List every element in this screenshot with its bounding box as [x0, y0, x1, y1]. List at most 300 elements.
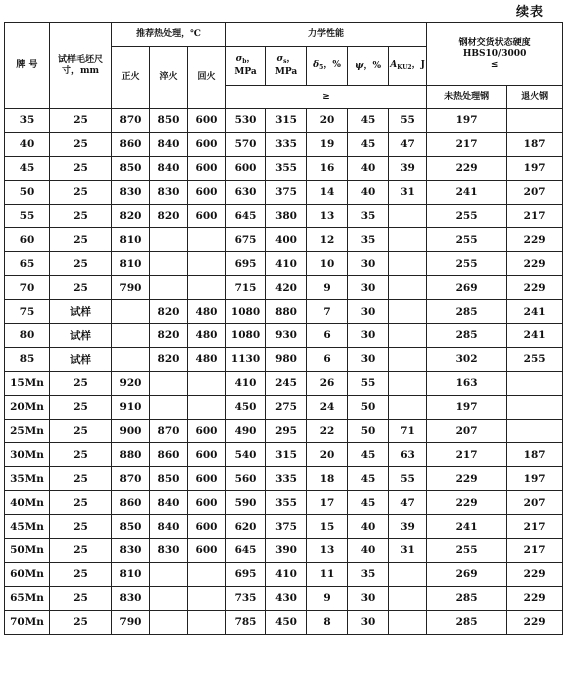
cell-tensile-strength: 645: [226, 204, 266, 228]
cell-normalizing: 860: [112, 132, 150, 156]
table-row: [5, 371, 563, 395]
cell-quenching: 830: [150, 180, 188, 204]
col-tensile-strength: $\sigma_b$，MPa: [226, 47, 266, 86]
cell-blank-size: 25: [50, 491, 112, 515]
cell-grade: 45Mn: [5, 515, 50, 539]
cell-normalizing: 810: [112, 228, 150, 252]
col-tempering: 回火: [188, 47, 226, 109]
cell-hardness-annealed: [507, 371, 563, 395]
cell-impact-energy: 39: [389, 156, 427, 180]
col-quenching: 淬火: [150, 47, 188, 109]
cell-yield-strength: 400: [266, 228, 307, 252]
cell-grade: 45: [5, 156, 50, 180]
cell-normalizing: 900: [112, 419, 150, 443]
cell-tensile-strength: 450: [226, 395, 266, 419]
col-heat-treatment: 推荐热处理，℃: [112, 23, 226, 47]
cell-grade: 50: [5, 180, 50, 204]
cell-reduction-of-area: 35: [348, 562, 389, 586]
cell-grade: 20Mn: [5, 395, 50, 419]
cell-tempering: 600: [188, 515, 226, 539]
table-row: [5, 204, 563, 228]
cell-blank-size: 25: [50, 395, 112, 419]
cell-reduction-of-area: 30: [348, 252, 389, 276]
cell-tempering: 600: [188, 419, 226, 443]
cell-grade: 35: [5, 109, 50, 133]
hardness-max-symbol: ≤: [490, 59, 499, 70]
cell-normalizing: 850: [112, 156, 150, 180]
cell-elongation: 12: [307, 228, 348, 252]
cell-hardness-untreated: 241: [427, 515, 507, 539]
cell-grade: 65Mn: [5, 586, 50, 610]
cell-yield-strength: 295: [266, 419, 307, 443]
cell-impact-energy: 47: [389, 132, 427, 156]
cell-yield-strength: 380: [266, 204, 307, 228]
cell-hardness-annealed: 217: [507, 204, 563, 228]
cell-hardness-untreated: 285: [427, 324, 507, 348]
cell-tempering: [188, 228, 226, 252]
cell-hardness-untreated: 285: [427, 300, 507, 324]
cell-blank-size: 25: [50, 419, 112, 443]
cell-elongation: 6: [307, 324, 348, 348]
table-row: [5, 132, 563, 156]
cell-tempering: [188, 610, 226, 634]
cell-hardness-annealed: 207: [507, 491, 563, 515]
cell-tensile-strength: 490: [226, 419, 266, 443]
cell-hardness-annealed: 207: [507, 180, 563, 204]
cell-hardness-annealed: 187: [507, 443, 563, 467]
cell-hardness-untreated: 255: [427, 539, 507, 563]
cell-tempering: [188, 562, 226, 586]
table-row: [5, 252, 563, 276]
cell-blank-size: 25: [50, 539, 112, 563]
cell-blank-size: 25: [50, 562, 112, 586]
cell-reduction-of-area: 30: [348, 324, 389, 348]
cell-grade: 65: [5, 252, 50, 276]
cell-blank-size: 25: [50, 515, 112, 539]
cell-impact-energy: [389, 252, 427, 276]
cell-tempering: [188, 371, 226, 395]
cell-impact-energy: 55: [389, 467, 427, 491]
cell-yield-strength: 335: [266, 467, 307, 491]
col-blank-size: 试样毛坯尺寸，mm: [50, 23, 112, 109]
cell-normalizing: 830: [112, 180, 150, 204]
cell-tensile-strength: 540: [226, 443, 266, 467]
cell-tensile-strength: 560: [226, 467, 266, 491]
cell-impact-energy: [389, 610, 427, 634]
cell-normalizing: [112, 300, 150, 324]
cell-blank-size: 25: [50, 156, 112, 180]
cell-hardness-annealed: 229: [507, 228, 563, 252]
col-normalizing: 正火: [112, 47, 150, 109]
col-elongation: $\delta_5$，%: [307, 47, 348, 86]
cell-yield-strength: 430: [266, 586, 307, 610]
cell-quenching: [150, 252, 188, 276]
cell-grade: 70Mn: [5, 610, 50, 634]
cell-quenching: 840: [150, 156, 188, 180]
cell-normalizing: 810: [112, 562, 150, 586]
cell-grade: 70: [5, 276, 50, 300]
col-annealed-steel: 退火钢: [507, 86, 563, 109]
col-yield-strength: $\sigma_s$，MPa: [266, 47, 307, 86]
cell-impact-energy: 63: [389, 443, 427, 467]
cell-grade: 60: [5, 228, 50, 252]
cell-hardness-annealed: 229: [507, 586, 563, 610]
cell-quenching: [150, 395, 188, 419]
cell-reduction-of-area: 30: [348, 586, 389, 610]
cell-normalizing: 810: [112, 252, 150, 276]
cell-hardness-untreated: 217: [427, 132, 507, 156]
cell-elongation: 9: [307, 586, 348, 610]
cell-blank-size: 25: [50, 109, 112, 133]
cell-elongation: 6: [307, 347, 348, 371]
cell-normalizing: 820: [112, 204, 150, 228]
cell-elongation: 13: [307, 539, 348, 563]
cell-quenching: 840: [150, 491, 188, 515]
table-row: [5, 180, 563, 204]
cell-tempering: 480: [188, 300, 226, 324]
cell-blank-size: 25: [50, 610, 112, 634]
cell-normalizing: 880: [112, 443, 150, 467]
cell-reduction-of-area: 40: [348, 539, 389, 563]
cell-quenching: 820: [150, 347, 188, 371]
cell-hardness-untreated: 197: [427, 395, 507, 419]
cell-grade: 60Mn: [5, 562, 50, 586]
cell-yield-strength: 450: [266, 610, 307, 634]
cell-impact-energy: [389, 371, 427, 395]
cell-reduction-of-area: 30: [348, 300, 389, 324]
hardness-scale: HBS10/3000: [462, 48, 527, 59]
cell-impact-energy: 39: [389, 515, 427, 539]
cell-hardness-untreated: 285: [427, 586, 507, 610]
table-row: [5, 300, 563, 324]
cell-elongation: 9: [307, 276, 348, 300]
table-row: [5, 276, 563, 300]
cell-quenching: [150, 586, 188, 610]
cell-hardness-untreated: 302: [427, 347, 507, 371]
cell-impact-energy: 31: [389, 539, 427, 563]
cell-tempering: 480: [188, 324, 226, 348]
table-row: [5, 491, 563, 515]
cell-quenching: 870: [150, 419, 188, 443]
cell-tensile-strength: 675: [226, 228, 266, 252]
cell-yield-strength: 245: [266, 371, 307, 395]
cell-hardness-untreated: 255: [427, 204, 507, 228]
cell-impact-energy: [389, 300, 427, 324]
cell-reduction-of-area: 45: [348, 443, 389, 467]
cell-tempering: 600: [188, 109, 226, 133]
cell-tensile-strength: 600: [226, 156, 266, 180]
cell-tempering: [188, 252, 226, 276]
cell-grade: 15Mn: [5, 371, 50, 395]
cell-grade: 40: [5, 132, 50, 156]
cell-quenching: 820: [150, 300, 188, 324]
cell-hardness-untreated: 285: [427, 610, 507, 634]
cell-grade: 40Mn: [5, 491, 50, 515]
table-row: [5, 586, 563, 610]
cell-grade: 35Mn: [5, 467, 50, 491]
cell-tensile-strength: 715: [226, 276, 266, 300]
cell-yield-strength: 880: [266, 300, 307, 324]
cell-blank-size: 25: [50, 252, 112, 276]
cell-reduction-of-area: 40: [348, 180, 389, 204]
col-grade: 牌 号: [5, 23, 50, 109]
cell-hardness-annealed: 197: [507, 467, 563, 491]
cell-quenching: 840: [150, 132, 188, 156]
cell-blank-size: 25: [50, 443, 112, 467]
cell-tempering: 600: [188, 467, 226, 491]
cell-yield-strength: 315: [266, 443, 307, 467]
cell-normalizing: 860: [112, 491, 150, 515]
cell-elongation: 20: [307, 109, 348, 133]
cell-hardness-annealed: 197: [507, 156, 563, 180]
cell-blank-size: 25: [50, 586, 112, 610]
cell-hardness-annealed: 217: [507, 515, 563, 539]
cell-yield-strength: 355: [266, 491, 307, 515]
cell-impact-energy: [389, 562, 427, 586]
cell-impact-energy: 31: [389, 180, 427, 204]
cell-grade: 25Mn: [5, 419, 50, 443]
cell-reduction-of-area: 45: [348, 132, 389, 156]
cell-tensile-strength: 735: [226, 586, 266, 610]
cell-hardness-annealed: 241: [507, 300, 563, 324]
cell-tensile-strength: 570: [226, 132, 266, 156]
cell-tempering: 600: [188, 156, 226, 180]
cell-tempering: 600: [188, 491, 226, 515]
cell-hardness-untreated: 217: [427, 443, 507, 467]
cell-blank-size: 25: [50, 180, 112, 204]
cell-yield-strength: 980: [266, 347, 307, 371]
mechanical-min-symbol: ≥: [226, 86, 427, 109]
col-hardness: [427, 23, 563, 86]
cell-tensile-strength: 645: [226, 539, 266, 563]
cell-yield-strength: 375: [266, 180, 307, 204]
cell-grade: 30Mn: [5, 443, 50, 467]
cell-hardness-untreated: 229: [427, 491, 507, 515]
cell-tensile-strength: 590: [226, 491, 266, 515]
cell-reduction-of-area: 30: [348, 347, 389, 371]
cell-hardness-untreated: 197: [427, 109, 507, 133]
cell-reduction-of-area: 45: [348, 491, 389, 515]
table-row: [5, 610, 563, 634]
table-row: [5, 419, 563, 443]
cell-tempering: [188, 276, 226, 300]
cell-hardness-untreated: 269: [427, 276, 507, 300]
cell-elongation: 18: [307, 467, 348, 491]
cell-tempering: 600: [188, 180, 226, 204]
cell-blank-size: 25: [50, 132, 112, 156]
cell-tensile-strength: 630: [226, 180, 266, 204]
cell-grade: 75: [5, 300, 50, 324]
cell-impact-energy: 47: [389, 491, 427, 515]
cell-elongation: 15: [307, 515, 348, 539]
cell-reduction-of-area: 45: [348, 467, 389, 491]
cell-quenching: [150, 276, 188, 300]
cell-normalizing: 830: [112, 539, 150, 563]
cell-tempering: 480: [188, 347, 226, 371]
cell-blank-size: 25: [50, 204, 112, 228]
cell-hardness-untreated: 269: [427, 562, 507, 586]
table-row: [5, 515, 563, 539]
cell-hardness-untreated: 241: [427, 180, 507, 204]
cell-reduction-of-area: 35: [348, 204, 389, 228]
cell-normalizing: 790: [112, 276, 150, 300]
cell-normalizing: [112, 347, 150, 371]
table-row: [5, 443, 563, 467]
cell-quenching: [150, 371, 188, 395]
cell-elongation: 26: [307, 371, 348, 395]
table-row: [5, 347, 563, 371]
cell-tempering: 600: [188, 539, 226, 563]
cell-reduction-of-area: 50: [348, 419, 389, 443]
cell-quenching: 850: [150, 109, 188, 133]
cell-yield-strength: 390: [266, 539, 307, 563]
cell-quenching: [150, 228, 188, 252]
cell-impact-energy: [389, 395, 427, 419]
hardness-title: 钢材交货状态硬度: [458, 37, 531, 48]
cell-elongation: 10: [307, 252, 348, 276]
cell-yield-strength: 315: [266, 109, 307, 133]
table-row: [5, 109, 563, 133]
cell-blank-size: 25: [50, 276, 112, 300]
cell-tensile-strength: 410: [226, 371, 266, 395]
cell-tempering: [188, 395, 226, 419]
table-body: [5, 109, 563, 635]
cell-quenching: 830: [150, 539, 188, 563]
cell-quenching: 820: [150, 324, 188, 348]
cell-elongation: 22: [307, 419, 348, 443]
cell-reduction-of-area: 55: [348, 371, 389, 395]
cell-tempering: 600: [188, 132, 226, 156]
cell-yield-strength: 355: [266, 156, 307, 180]
cell-elongation: 24: [307, 395, 348, 419]
cell-grade: 55: [5, 204, 50, 228]
cell-reduction-of-area: 40: [348, 515, 389, 539]
table-row: [5, 467, 563, 491]
cell-quenching: 840: [150, 515, 188, 539]
cell-hardness-annealed: 241: [507, 324, 563, 348]
cell-reduction-of-area: 40: [348, 156, 389, 180]
cell-reduction-of-area: 30: [348, 276, 389, 300]
cell-yield-strength: 420: [266, 276, 307, 300]
col-untreated-steel: 未热处理钢: [427, 86, 507, 109]
cell-normalizing: 910: [112, 395, 150, 419]
col-impact-energy: $A_{KU2}$，J: [389, 47, 427, 86]
cell-hardness-annealed: 229: [507, 276, 563, 300]
cell-reduction-of-area: 35: [348, 228, 389, 252]
cell-hardness-annealed: 255: [507, 347, 563, 371]
cell-normalizing: 790: [112, 610, 150, 634]
cell-impact-energy: [389, 204, 427, 228]
table-row: [5, 228, 563, 252]
cell-quenching: [150, 562, 188, 586]
steel-properties-table: [4, 22, 563, 635]
cell-yield-strength: 410: [266, 252, 307, 276]
cell-yield-strength: 410: [266, 562, 307, 586]
cell-impact-energy: [389, 347, 427, 371]
cell-yield-strength: 930: [266, 324, 307, 348]
cell-yield-strength: 375: [266, 515, 307, 539]
cell-tensile-strength: 785: [226, 610, 266, 634]
cell-elongation: 17: [307, 491, 348, 515]
cell-blank-size: 25: [50, 228, 112, 252]
cell-normalizing: [112, 324, 150, 348]
cell-grade: 50Mn: [5, 539, 50, 563]
cell-normalizing: 920: [112, 371, 150, 395]
cell-reduction-of-area: 45: [348, 109, 389, 133]
cell-hardness-annealed: 187: [507, 132, 563, 156]
cell-elongation: 7: [307, 300, 348, 324]
table-row: [5, 539, 563, 563]
cell-impact-energy: [389, 228, 427, 252]
cell-normalizing: 830: [112, 586, 150, 610]
cell-yield-strength: 335: [266, 132, 307, 156]
cell-impact-energy: [389, 586, 427, 610]
cell-impact-energy: [389, 324, 427, 348]
cell-quenching: 860: [150, 443, 188, 467]
cell-yield-strength: 275: [266, 395, 307, 419]
cell-grade: 85: [5, 347, 50, 371]
cell-quenching: 820: [150, 204, 188, 228]
cell-hardness-annealed: 229: [507, 562, 563, 586]
table-row: [5, 324, 563, 348]
table-header: [5, 23, 563, 109]
cell-blank-size: 25: [50, 371, 112, 395]
cell-blank-size: 试样: [50, 347, 112, 371]
cell-tensile-strength: 1080: [226, 300, 266, 324]
cell-tensile-strength: 695: [226, 562, 266, 586]
cell-hardness-annealed: [507, 109, 563, 133]
table-row: [5, 156, 563, 180]
cell-hardness-annealed: 229: [507, 610, 563, 634]
table-row: [5, 395, 563, 419]
cell-tensile-strength: 695: [226, 252, 266, 276]
cell-reduction-of-area: 30: [348, 610, 389, 634]
cell-elongation: 20: [307, 443, 348, 467]
cell-tempering: 600: [188, 204, 226, 228]
cell-elongation: 14: [307, 180, 348, 204]
cell-hardness-untreated: 229: [427, 156, 507, 180]
cell-tensile-strength: 1080: [226, 324, 266, 348]
continued-label: 续表: [515, 5, 544, 20]
cell-quenching: [150, 610, 188, 634]
cell-normalizing: 870: [112, 467, 150, 491]
cell-grade: 80: [5, 324, 50, 348]
cell-impact-energy: 55: [389, 109, 427, 133]
cell-elongation: 19: [307, 132, 348, 156]
table-row: [5, 562, 563, 586]
cell-reduction-of-area: 50: [348, 395, 389, 419]
cell-hardness-untreated: 229: [427, 467, 507, 491]
cell-hardness-annealed: 217: [507, 539, 563, 563]
cell-blank-size: 试样: [50, 300, 112, 324]
cell-tensile-strength: 530: [226, 109, 266, 133]
cell-hardness-annealed: 229: [507, 252, 563, 276]
cell-tempering: [188, 586, 226, 610]
cell-elongation: 11: [307, 562, 348, 586]
cell-elongation: 8: [307, 610, 348, 634]
cell-normalizing: 870: [112, 109, 150, 133]
cell-normalizing: 850: [112, 515, 150, 539]
cell-hardness-annealed: [507, 419, 563, 443]
cell-hardness-annealed: [507, 395, 563, 419]
col-reduction-of-area: ψ，%: [348, 47, 389, 86]
cell-blank-size: 试样: [50, 324, 112, 348]
cell-hardness-untreated: 207: [427, 419, 507, 443]
cell-blank-size: 25: [50, 467, 112, 491]
cell-hardness-untreated: 255: [427, 228, 507, 252]
cell-tensile-strength: 1130: [226, 347, 266, 371]
col-mechanical-properties: 力学性能: [226, 23, 427, 47]
